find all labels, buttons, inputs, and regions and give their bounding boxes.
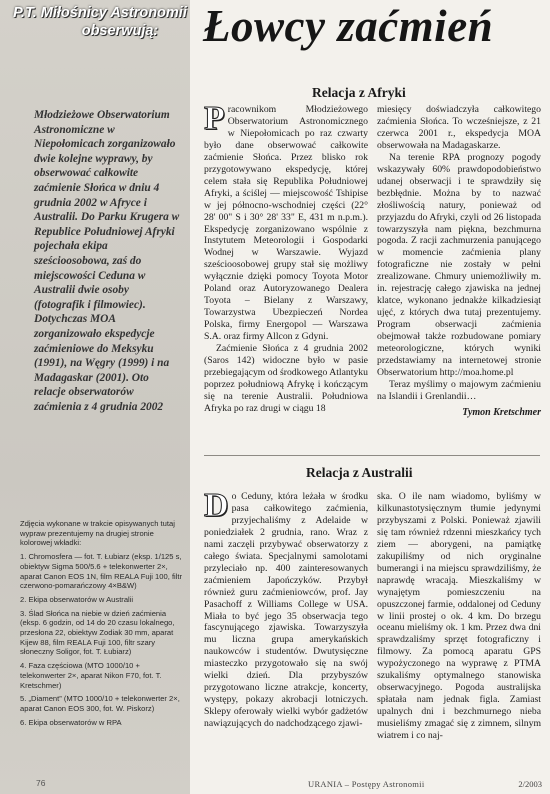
africa-column-2 [377, 104, 541, 419]
photo-caption-item: 6. Ekipa obserwatorów w RPA [20, 717, 122, 727]
africa-paragraph: Teraz myślimy o majowym zaćmieniu na Islandii i Grenlandii… [377, 378, 541, 402]
photo-caption-item: 4. Faza częściowa (MTO 1000/10 + telekonwerter 2×, aparat Nikon F70, fot. T. Kretschmer) [20, 661, 162, 690]
section-divider [204, 455, 540, 456]
australia-paragraph: ska. O ile nam wiadomo, byliśmy w kilkunastotysięcznym tłumie jedynymi przybyszami z Polski. Ponieważ zjawili się tam również rdzenni mieszkańcy tych ziem — aborygeni, na pamiątkę zakupiliśmy od nich oryginalne bumerangi i na miejscu sprawdziliśmy, że naprawdę wracają. Mieszkaliśmy w wynajętym pomieszczeniu na opuszczonej farmie, oddalonej od Ceduny w linii prostej o ok. 4 km. Do brzegu oceanu mieliśmy ok. 1 km. Przez dwa dni sprawdzaliśmy sprzęt fotograficzny i filmowy. Za pomocą aparatu GPS wypożyczonego na wyprawę z PTMA szukaliśmy optymalnego stanowiska obserwacyjnego. Pogoda australijska spłatała nam jednak figla. Zamiast upalnych dni i bezchmurnego nieba musieliśmy zmagać się z zimnem, silnym wiatrem i co naj- [377, 491, 541, 742]
lead-text: Młodzieżowe Obserwatorium Astronomiczne w Niepołomicach zorganizowało dwie kolejne wyprawy, by obserwować całkowite zaćmienie Słońca w dniu 4 grudnia 2002 w Afryce i Australii. Do Parku Krugera w Republice Południowej Afryki pojechała ekipa sześcioosobowa, zaś do miejscowości Ceduna w Australii dwie osoby (fotografik i filmowiec). Dotychczas MOA zorganizowało ekspedycje zaćmieniowe do Meksyku (1991), na Węgry (1999) i na Madagaskar (2001). Oto relacje obserwatorów zaćmienia z 4 grudnia 2002 [34, 109, 180, 413]
rubric-line-2: obserwują: [81, 23, 159, 39]
rubric-line-1: P.T. Miłośnicy Astronomii [13, 5, 187, 21]
africa-paragraph: Na terenie RPA prognozy pogody wskazywały 60% prawdopodobieństwo udanej obserwacji i te sprawdziły się bezbłędnie. Można by to nazwać złośliwością natury, ponieważ od przyjazdu do Afryki, czyli od 26 listopada towarzyszyła nam piękna, bezchmurna pogoda. Z racji zachmurzenia panującego w momencie zaćmienia plany fotograficzne nie zostały w pełni zrealizowane. Chmury uniemożliwiły m. in. rejestrację całego zjawiska na jednej klatce, wykonano jednakże kilkadziesiąt ujęć, z których dwa tutaj prezentujemy. Program obserwacji zaćmienia obejmował także rozbudowane pomiary meteorologiczne, których wyniki przedstawiamy na internetowej stronie Obserwatorium http://moa.home.pl [377, 151, 541, 378]
australia-column-2 [377, 491, 541, 742]
australia-heading: Relacja z Australii [306, 465, 413, 480]
page-number: 76 [36, 778, 46, 788]
photo-caption-item: 3. Ślad Słońca na niebie w dzień zaćmienia (eksp. 6 godzin, od 14 do 20 czasu lokalnego, przesłona 22, obiektyw Zodiak 30 mm, aparat Kijew 88, film REALA Fuji 100, filtr szary słoneczny Soligor, fot. T. Łubiarz) [20, 608, 175, 657]
australia-column-1 [204, 487, 368, 730]
drop-cap: P [204, 100, 225, 137]
photo-caption-item: 1. Chromosfera — fot. T. Łubiarz (eksp. 1/125 s, obiektyw Sigma 500/5.6 + telekonwerter 2×, aparat Canon EOS 1N, film REALA Fuji 100, filtr czerwono-pomarańczowy 4×B&W) [20, 552, 183, 591]
photo-captions [20, 519, 186, 731]
drop-cap: D [204, 487, 229, 524]
africa-column-1 [204, 100, 368, 415]
lead-paragraph [34, 108, 182, 414]
journal-name: URANIA – Postępy Astronomii [308, 779, 425, 789]
africa-paragraph: Pracownikom Młodzieżowego Obserwatorium Astronomicznego w Niepołomicach po raz czwarty było dane obserwować całkowite zaćmienie Słońca. Przez blisko rok przygotowywano ekspedycję, której celem stała się Republika Południowej Afryki, a ściślej — miejscowość Tshipise w jej północno-wschodniej części (22° 28' 00" S i 30° 28' 33" E, 431 m n.p.m.). Ekspedycję zorganizowano wspólnie z Instytutem Meteorologii i Gospodarki Wodnej w Warszawie. Wyjazd sześcioosobowej grupy stał się możliwy wyłącznie dzięki pomocy Toyota Motor Poland oraz Autoryzowanego Dealera Toyota – Bielany z Warszawy, Towarzystwa Ubezpieczeń Nordea Polska, firmy Energopol — Warszawa S.A. oraz firmy Allcon z Gdyni. [204, 100, 368, 343]
article-title: Łowcy zaćmień [203, 1, 494, 51]
rubric-header [10, 4, 190, 40]
photo-caption-intro: Zdjęcia wykonane w trakcie opisywanych tutaj wypraw prezentujemy na drugiej stronie kolorowej wkładki: [20, 519, 175, 548]
australia-paragraph: Do Ceduny, która leżała w środku pasa całkowitego zaćmienia, przyjechaliśmy z Adelaide w poniedziałek 2 grudnia, rano. Wraz z nami zaczęli przybywać obserwatorzy z całego świata. Specjalnymi samolotami przyleciało np. 400 zainteresowanych zaćmieniem Japończyków. Przybył również guru zaćmieniowców, prof. Jay Pasachoff z Williams College w USA. Miała to być jego 35 obserwacja tego fascynującego zjawiska. Towarzyszyła mu liczna grupa amerykańskich naukowców i studentów. Dwutysięczne miasteczko przygotowało się na swój wielki dzień. Dla przybyszów przygotowano liczne atrakcje, koncerty, występy, pokazy akrobacji lotniczych. Sklepy oferowały wielki wybór gadżetów nawiązujących do nadchodzącego zjawi- [204, 487, 368, 730]
author-signature: Tymon Kretschmer [462, 406, 541, 418]
issue-number: 2/2003 [518, 779, 542, 789]
photo-caption-item: 2. Ekipa obserwatorów w Australii [20, 594, 134, 604]
africa-paragraph: miesięcy doświadczyła całkowitego zaćmienia Słońca. To wcześniejsze, z 21 czerwca 2001 r., ekspedycja MOA obserwowała na Madagaskarze. [377, 104, 541, 151]
africa-paragraph: Zaćmienie Słońca z 4 grudnia 2002 (Saros 142) widoczne było w pasie przebiegającym od środkowego Atlantyku poprzez południową Afrykę i kończącym się na terenie Australii. Południowa Afryka po raz drugi w ciągu 18 [204, 343, 368, 414]
africa-heading: Relacja z Afryki [312, 85, 406, 100]
photo-caption-item: 5. „Diament” (MTO 1000/10 + telekonwerter 2×, aparat Canon EOS 300, fot. W. Piskorz) [20, 694, 180, 713]
